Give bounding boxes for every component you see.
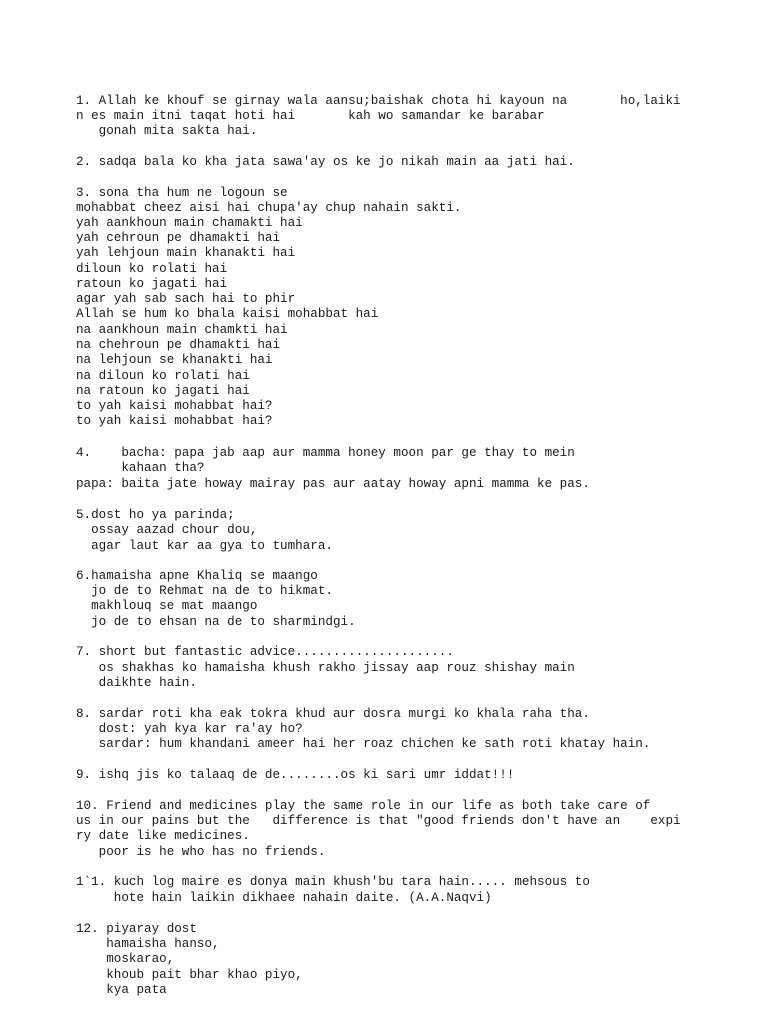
text-line: gonah mita sakta hai. bbox=[76, 124, 258, 138]
text-line: ratoun ko jagati hai bbox=[76, 277, 228, 291]
text-line: na lehjoun se khanakti hai bbox=[76, 353, 273, 367]
text-line: diloun ko rolati hai bbox=[76, 262, 228, 276]
text-line: khoub pait bhar khao piyo, bbox=[76, 968, 303, 982]
text-line: jo de to ehsan na de to sharmindgi. bbox=[76, 615, 356, 629]
text-line: yah cehroun pe dhamakti hai bbox=[76, 231, 281, 245]
text-line: os shakhas ko hamaisha khush rakho jissay aap rouz shishay main bbox=[76, 661, 575, 675]
text-line: 1`1. kuch log maire es donya main khush'bu tara hain..... mehsous to bbox=[76, 875, 590, 889]
text-line: yah lehjoun main khanakti hai bbox=[76, 246, 296, 260]
text-line: hote hain laikin dikhaee nahain daite. (A.A.Naqvi) bbox=[76, 891, 492, 905]
text-line: moskarao, bbox=[76, 952, 175, 966]
text-line: 9. ishq jis ko talaaq de de........os ki sari umr iddat!!! bbox=[76, 768, 515, 782]
text-line: 1. Allah ke khouf se girnay wala aansu;baishak chota hi kayoun na ho,laiki bbox=[76, 94, 681, 108]
text-line: sardar: hum khandani ameer hai her roaz chichen ke sath roti khatay hain. bbox=[76, 737, 651, 751]
text-line: 8. sardar roti kha eak tokra khud aur dosra murgi ko khala raha tha. bbox=[76, 707, 590, 721]
text-line: makhlouq se mat maango bbox=[76, 599, 258, 613]
text-line: papa: baita jate howay mairay pas aur aatay howay apni mamma ke pas. bbox=[76, 477, 590, 491]
text-line: na ratoun ko jagati hai bbox=[76, 384, 250, 398]
text-line: Allah se hum ko bhala kaisi mohabbat hai bbox=[76, 307, 379, 321]
text-line: daikhte hain. bbox=[76, 676, 197, 690]
text-line: agar laut kar aa gya to tumhara. bbox=[76, 539, 333, 553]
text-line: yah aankhoun main chamakti hai bbox=[76, 216, 303, 230]
text-line: 2. sadqa bala ko kha jata sawa'ay os ke jo nikah main aa jati hai. bbox=[76, 155, 575, 169]
text-line: 4. bacha: papa jab aap aur mamma honey moon par ge thay to mein bbox=[76, 446, 575, 460]
text-line: ry date like medicines. bbox=[76, 829, 250, 843]
text-line: na diloun ko rolati hai bbox=[76, 369, 250, 383]
text-line: kahaan tha? bbox=[76, 461, 205, 475]
text-line: mohabbat cheez aisi hai chupa'ay chup nahain sakti. bbox=[76, 201, 462, 215]
text-line: jo de to Rehmat na de to hikmat. bbox=[76, 584, 333, 598]
text-line: 5.dost ho ya parinda; bbox=[76, 508, 235, 522]
text-line: 10. Friend and medicines play the same role in our life as both take care of bbox=[76, 799, 651, 813]
text-line: kya pata bbox=[76, 983, 167, 997]
text-line: 3. sona tha hum ne logoun se bbox=[76, 186, 288, 200]
text-line: na aankhoun main chamkti hai bbox=[76, 323, 288, 337]
text-line: 7. short but fantastic advice..................... bbox=[76, 645, 454, 659]
text-line: na chehroun pe dhamakti hai bbox=[76, 338, 281, 352]
text-line: hamaisha hanso, bbox=[76, 937, 220, 951]
text-line: 12. piyaray dost bbox=[76, 922, 197, 936]
text-line: 6.hamaisha apne Khaliq se maango bbox=[76, 569, 318, 583]
text-line: to yah kaisi mohabbat hai? bbox=[76, 414, 273, 428]
text-line: poor is he who has no friends. bbox=[76, 845, 326, 859]
text-line: agar yah sab sach hai to phir bbox=[76, 292, 296, 306]
text-line: to yah kaisi mohabbat hai? bbox=[76, 399, 273, 413]
text-line: ossay aazad chour dou, bbox=[76, 523, 258, 537]
text-line: dost: yah kya kar ra'ay ho? bbox=[76, 722, 303, 736]
text-line: us in our pains but the difference is that "good friends don't have an expi bbox=[76, 814, 681, 828]
text-line: n es main itni taqat hoti hai kah wo samandar ke barabar bbox=[76, 109, 545, 123]
